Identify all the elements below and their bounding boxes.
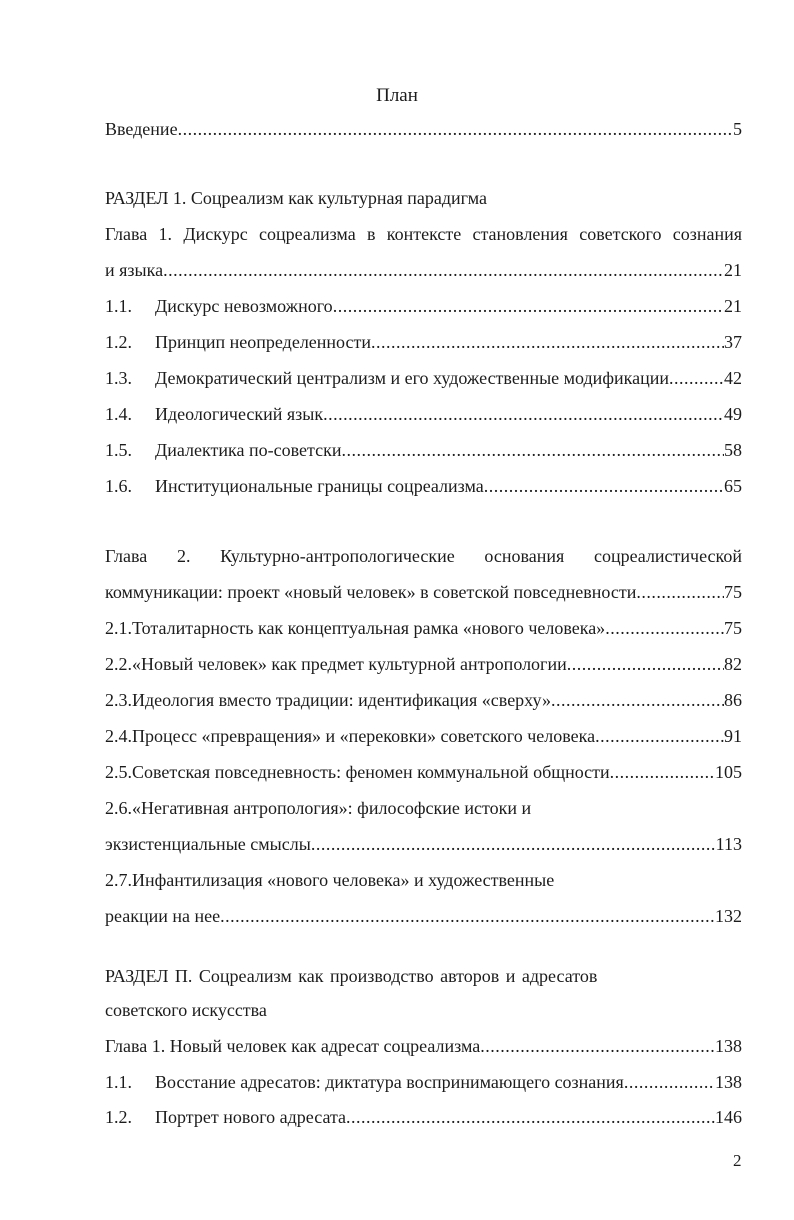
toc-entry-text: Восстание адресатов: диктатура воспринимающего сознания xyxy=(155,1072,624,1092)
toc-entry-s2-chapter-1 xyxy=(105,1034,742,1058)
toc-entry-page: 21 xyxy=(724,296,742,316)
dot-leader xyxy=(624,1070,715,1094)
toc-entry-page: 113 xyxy=(715,834,742,854)
toc-entry-text: 2.4.Процесс «превращения» и «перековки» советского человека xyxy=(105,726,596,746)
dot-leader xyxy=(220,904,715,928)
section-1-heading xyxy=(105,186,742,210)
toc-entry-number: 1.3. xyxy=(105,368,132,388)
toc-entry-text: 2.5.Советская повседневность: феномен коммунальной общности xyxy=(105,762,610,782)
toc-entry-1-3 xyxy=(105,366,742,390)
toc-entry-number: 1.4. xyxy=(105,404,132,424)
chapter-heading-text: Глава 1. Дискурс соцреализма в контексте становления советского сознания xyxy=(105,224,742,244)
dot-leader xyxy=(480,1034,715,1058)
toc-entry-number: 1.6. xyxy=(105,476,132,496)
toc-entry-page: 105 xyxy=(715,762,742,782)
toc-entry-text: 2.2.«Новый человек» как предмет культурной антропологии xyxy=(105,654,567,674)
toc-entry-s2-1-2 xyxy=(105,1105,742,1129)
dot-leader xyxy=(605,616,724,640)
toc-entry-text: Идеологический язык xyxy=(155,404,324,424)
toc-entry-page: 146 xyxy=(715,1107,742,1127)
toc-entry-text: Диалектика по-советски xyxy=(155,440,342,460)
toc-entry-page: 5 xyxy=(733,119,742,139)
toc-entry-page: 82 xyxy=(724,654,742,674)
dot-leader xyxy=(595,724,724,748)
toc-entry-1-1 xyxy=(105,294,742,318)
toc-entry-page: 49 xyxy=(724,404,742,424)
page-title: План xyxy=(376,85,418,106)
chapter-2-heading-line1 xyxy=(105,544,742,568)
toc-entry-page: 37 xyxy=(724,332,742,352)
toc-entry-number: 1.1. xyxy=(105,296,132,316)
toc-entry-1-4 xyxy=(105,402,742,426)
toc-entry-page: 75 xyxy=(724,582,742,602)
toc-entry-text: Введение xyxy=(105,119,178,139)
toc-entry-2-7-line1 xyxy=(105,868,742,892)
section-heading-text: советского искусства xyxy=(105,1000,267,1020)
toc-entry-text: Глава 1. Новый человек как адресат соцреализма xyxy=(105,1036,481,1056)
toc-entry-page: 75 xyxy=(724,618,742,638)
toc-entry-text: Институциональные границы соцреализма xyxy=(155,476,484,496)
chapter-1-heading-line1 xyxy=(105,222,742,246)
toc-entry-page: 86 xyxy=(724,690,742,710)
toc-entry-text: Портрет нового адресата xyxy=(155,1107,347,1127)
toc-entry-page: 138 xyxy=(715,1072,742,1092)
toc-entry-page: 138 xyxy=(715,1036,742,1056)
toc-entry-page: 21 xyxy=(724,260,742,280)
toc-entry-text: экзистенциальные смыслы xyxy=(105,834,311,854)
section-heading-text: РАЗДЕЛ 1. Соцреализм как культурная парадигма xyxy=(105,188,488,208)
toc-entry-2-3 xyxy=(105,688,742,712)
toc-entry-number: 1.2. xyxy=(105,1107,132,1127)
dot-leader xyxy=(311,832,716,856)
chapter-2-heading-line2 xyxy=(105,580,742,604)
toc-entry-2-7-line2 xyxy=(105,904,742,928)
toc-entry-1-6 xyxy=(105,474,742,498)
toc-entry-2-6-line2 xyxy=(105,832,742,856)
toc-entry-text: 2.3.Идеология вместо традиции: идентификация «сверху» xyxy=(105,690,551,710)
toc-entry-number: 1.2. xyxy=(105,332,132,352)
dot-leader xyxy=(669,366,724,390)
section-heading-text: РАЗДЕЛ П. Соцреализм как производство авторов и адресатов xyxy=(105,966,598,986)
toc-entry-text: 2.7.Инфантилизация «нового человека» и художественные xyxy=(105,870,555,890)
toc-entry-2-1 xyxy=(105,616,742,640)
toc-entry-text: Принцип неопределенности xyxy=(155,332,371,352)
chapter-heading-text: Глава 2. Культурно-антропологические основания соцреалистической xyxy=(105,546,742,566)
dot-leader xyxy=(333,294,724,318)
dot-leader xyxy=(551,688,724,712)
dot-leader xyxy=(371,330,724,354)
dot-leader xyxy=(567,652,724,676)
toc-entry-page: 65 xyxy=(724,476,742,496)
toc-entry-page: 91 xyxy=(724,726,742,746)
dot-leader xyxy=(178,117,733,141)
toc-entry-1-2 xyxy=(105,330,742,354)
toc-entry-s2-1-1 xyxy=(105,1070,742,1094)
dot-leader xyxy=(610,760,715,784)
dot-leader xyxy=(484,474,724,498)
toc-entry-text: Демократический централизм и его художественные модификации xyxy=(155,368,669,388)
toc-entry-introduction xyxy=(105,117,742,141)
section-2-heading-line1 xyxy=(105,964,742,988)
toc-entry-text: 2.1.Тоталитарность как концептуальная рамка «нового человека» xyxy=(105,618,606,638)
toc-entry-2-4 xyxy=(105,724,742,748)
page-number: 2 xyxy=(733,1151,742,1170)
toc-entry-page: 42 xyxy=(724,368,742,388)
dot-leader xyxy=(323,402,724,426)
chapter-heading-text: коммуникации: проект «новый человек» в советской повседневности xyxy=(105,582,637,602)
toc-entry-page: 132 xyxy=(715,906,742,926)
toc-entry-number: 1.5. xyxy=(105,440,132,460)
dot-leader xyxy=(346,1105,715,1129)
section-2-heading-line2 xyxy=(105,998,742,1022)
toc-entry-1-5 xyxy=(105,438,742,462)
toc-entry-2-6-line1 xyxy=(105,796,742,820)
toc-entry-2-2 xyxy=(105,652,742,676)
toc-entry-number: 1.1. xyxy=(105,1072,132,1092)
toc-entry-text: Дискурс невозможного xyxy=(155,296,333,316)
chapter-heading-text: и языка xyxy=(105,260,164,280)
toc-entry-page: 58 xyxy=(724,440,742,460)
dot-leader xyxy=(636,580,724,604)
toc-entry-text: 2.6.«Негативная антропология»: философские истоки и xyxy=(105,798,532,818)
dot-leader xyxy=(341,438,724,462)
toc-entry-text: реакции на нее xyxy=(105,906,221,926)
chapter-1-heading-line2 xyxy=(105,258,742,282)
toc-entry-2-5 xyxy=(105,760,742,784)
dot-leader xyxy=(163,258,724,282)
